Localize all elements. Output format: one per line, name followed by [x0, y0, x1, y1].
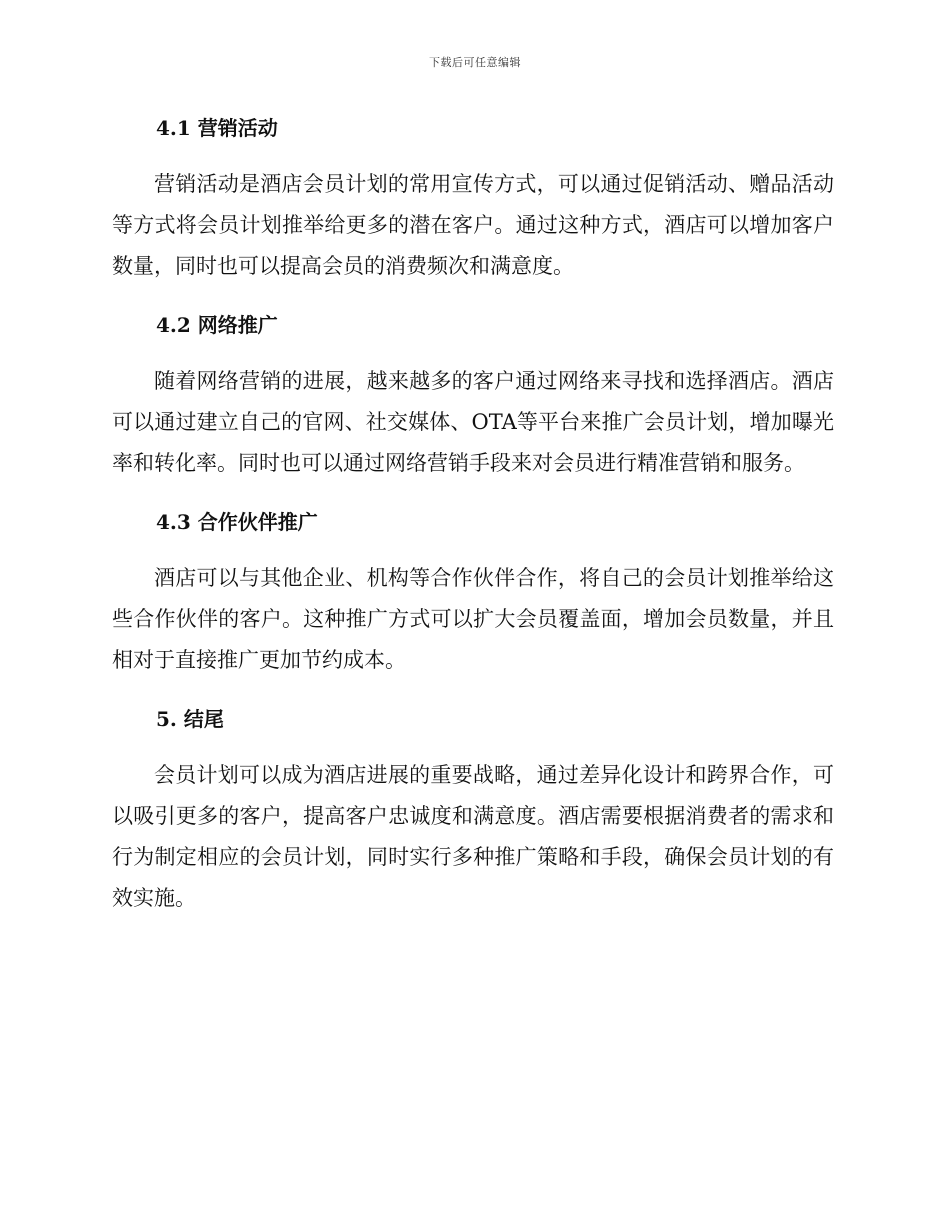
section-4-1 — [112, 108, 834, 287]
document-body — [112, 108, 834, 919]
section-4-3 — [112, 502, 834, 681]
section-paragraph: 随着网络营销的进展，越来越多的客户通过网络来寻找和选择酒店。酒店可以通过建立自己的官网、社交媒体、OTA等平台来推广会员计划，增加曝光率和转化率。同时也可以通过网络营销手段来对会员进行精准营销和服务。 — [112, 369, 834, 475]
section-heading: 5. 结尾 — [156, 707, 224, 731]
section-heading: 4.2 网络推广 — [156, 313, 278, 337]
section-paragraph: 会员计划可以成为酒店进展的重要战略，通过差异化设计和跨界合作，可以吸引更多的客户，提高客户忠诚度和满意度。酒店需要根据消费者的需求和行为制定相应的会员计划，同时实行多种推广策略和手段，确保会员计划的有效实施。 — [112, 763, 834, 910]
section-heading: 4.1 营销活动 — [156, 116, 278, 140]
section-paragraph: 酒店可以与其他企业、机构等合作伙伴合作，将自己的会员计划推举给这些合作伙伴的客户。这种推广方式可以扩大会员覆盖面，增加会员数量，并且相对于直接推广更加节约成本。 — [112, 566, 834, 672]
section-paragraph: 营销活动是酒店会员计划的常用宣传方式，可以通过促销活动、赠品活动等方式将会员计划推举给更多的潜在客户。通过这种方式，酒店可以增加客户数量，同时也可以提高会员的消费频次和满意度。 — [112, 172, 834, 278]
section-heading: 4.3 合作伙伴推广 — [156, 510, 318, 534]
section-5 — [112, 699, 834, 919]
section-4-2 — [112, 305, 834, 484]
page-header-note: 下载后可任意编辑 — [429, 56, 521, 69]
